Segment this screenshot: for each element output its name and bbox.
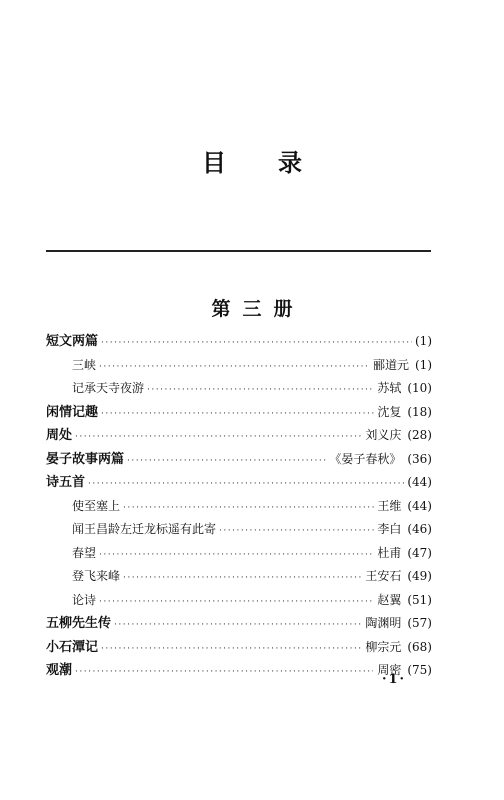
dot-leader [88,473,404,497]
entry-author: 王安石 [365,569,402,583]
toc-entry[interactable] [46,401,432,425]
entry-page: (10) [407,381,432,395]
dot-leader [101,332,412,356]
entry-author: 柳宗元 [365,639,402,654]
entry-page: (1) [415,357,432,372]
dot-leader [75,426,362,450]
toc-entry[interactable] [46,377,432,401]
dot-leader [75,661,373,685]
entry-title: 使至塞上 [72,498,121,513]
page-title: 目录 [202,148,354,177]
entry-author: 刘义庆 [365,428,402,442]
entry-title: 登飞来峰 [72,569,121,583]
entry-author: 苏轼 [377,381,402,395]
toc-entry[interactable] [46,518,432,542]
entry-page: (75) [407,663,432,677]
table-of-contents [46,330,432,683]
title-divider [46,250,431,252]
entry-page: (28) [407,428,432,442]
entry-title: 诗五首 [46,475,86,490]
dot-leader [114,614,362,638]
dot-leader [127,450,326,474]
entry-title: 观潮 [46,663,73,678]
entry-page: (47) [407,545,432,560]
volume-title: 第三册 [211,298,305,320]
entry-title: 三峡 [72,357,97,372]
entry-author: 王维 [377,498,402,513]
dot-leader [147,379,374,403]
entry-title: 小石潭记 [46,639,99,655]
toc-entry[interactable] [46,565,432,589]
entry-title: 闲情记趣 [46,404,99,420]
entry-title: 周处 [46,428,73,443]
entry-title: 春望 [72,545,97,560]
entry-page: (51) [407,592,432,607]
entry-page: (46) [407,522,432,536]
dot-leader [219,520,374,544]
toc-entry[interactable] [46,495,432,519]
dot-leader [123,497,374,521]
dot-leader [99,591,374,615]
toc-entry[interactable] [46,636,432,660]
entry-page: (18) [407,404,432,419]
entry-title: 晏子故事两篇 [46,451,125,467]
entry-title: 记承天寺夜游 [72,381,145,395]
entry-author: 杜甫 [377,545,402,560]
entry-page: (44) [407,475,432,489]
entry-title: 五柳先生传 [46,616,112,631]
entry-page: (1) [415,334,432,348]
entry-author: 郦道元 [372,357,409,372]
entry-author: 沈复 [377,404,402,419]
dot-leader [101,403,374,427]
entry-title: 闻王昌龄左迁龙标遥有此寄 [72,522,217,536]
entry-author: 陶渊明 [365,616,402,630]
entry-title: 论诗 [72,592,97,607]
toc-entry[interactable] [46,542,432,566]
toc-entry[interactable] [46,354,432,378]
dot-leader [123,567,362,591]
entry-author: 李白 [377,522,402,536]
entry-title: 短文两篇 [46,334,99,349]
entry-author: 周密 [377,663,402,677]
toc-entry[interactable] [46,448,432,472]
dot-leader [99,356,370,380]
dot-leader [99,544,374,568]
entry-author: 《晏子春秋》 [329,451,402,466]
entry-page: (68) [407,639,432,654]
toc-entry[interactable] [46,330,432,354]
page-number: ·1· [381,672,407,687]
dot-leader [101,638,362,662]
entry-author: 赵翼 [377,592,402,607]
entry-page: (44) [407,498,432,513]
entry-page: (49) [407,569,432,583]
toc-entry[interactable] [46,424,432,448]
entry-page: (36) [407,451,432,466]
toc-entry[interactable] [46,471,432,495]
entry-page: (57) [407,616,432,630]
toc-entry[interactable] [46,589,432,613]
toc-entry[interactable] [46,612,432,636]
